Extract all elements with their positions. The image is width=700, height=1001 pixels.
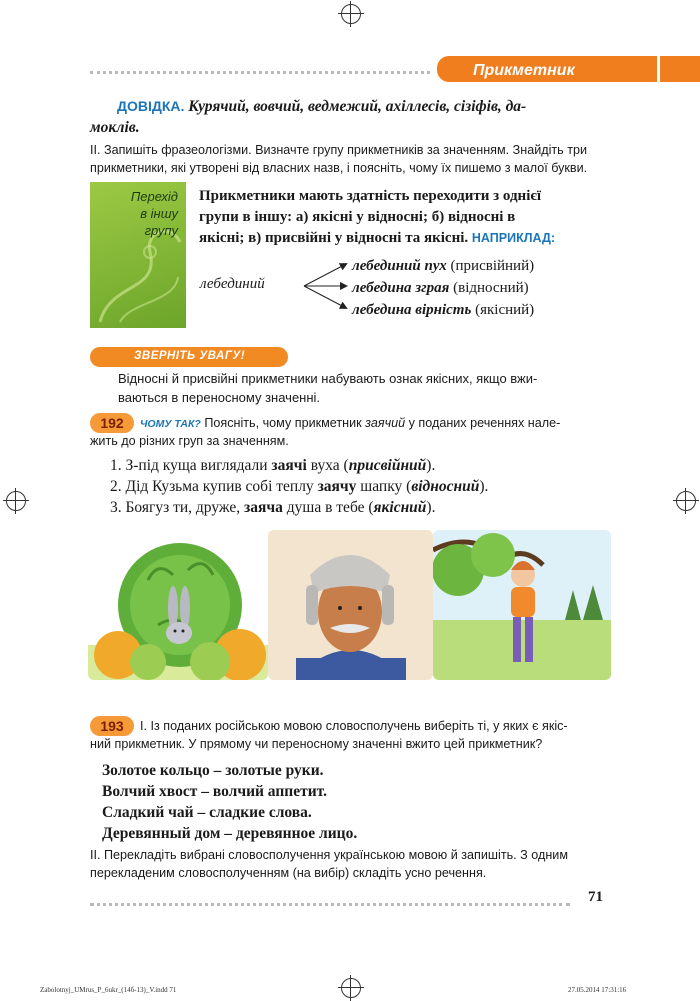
reference-words: Курячий, вовчий, ведмежий, ахіллесів, сізіфів, да- bbox=[188, 98, 527, 115]
sentence-2: 2. Дід Кузьма купив собі теплу заячу шапку (відносний). bbox=[110, 478, 489, 495]
examples-list bbox=[352, 255, 534, 321]
transition-rule bbox=[199, 186, 619, 249]
phrase-2: Волчий хвост – волчий аппетит. bbox=[102, 783, 327, 800]
illustration-hare-bush bbox=[88, 530, 268, 680]
attention-pill bbox=[90, 347, 288, 367]
example-label: НАПРИКЛАД: bbox=[471, 231, 556, 245]
footer-dotted-rule bbox=[90, 903, 570, 906]
attention-text bbox=[118, 369, 638, 407]
attention-label: ЗВЕРНІТЬ УВАГУ! bbox=[134, 350, 246, 362]
exercise-193-part-2 bbox=[90, 846, 650, 882]
exercise-193-phrases bbox=[102, 760, 357, 844]
transition-rule-line-1: Прикметники мають здатність переходити з однієї bbox=[199, 188, 542, 204]
exercise-192-task: ЧОМУ ТАК? Поясніть, чому прикметник заячий у поданих реченнях нале- bbox=[140, 416, 561, 430]
footer-timestamp: 27.05.2014 17:31:16 bbox=[568, 986, 627, 994]
reference-line-2: моклів. bbox=[90, 119, 140, 136]
transition-title-line-2: в іншу bbox=[140, 206, 178, 221]
attention-line-1: Відносні й присвійні прикметники набувають ознак якісних, якщо вжи- bbox=[118, 371, 538, 386]
task-ii-text bbox=[90, 141, 650, 177]
base-word: лебединий bbox=[200, 276, 265, 292]
task-ii-line-1: II. Запишіть фразеологізми. Визначте групу прикметників за значенням. Знайдіть три bbox=[90, 143, 588, 157]
phrase-3: Сладкий чай – сладкие слова. bbox=[102, 804, 312, 821]
attention-line-2: ваються в переносному значенні. bbox=[118, 390, 321, 405]
exercise-192-task-line-2: жить до різних груп за значенням. bbox=[90, 434, 289, 448]
example-3: лебедина вірність (якісний) bbox=[352, 302, 535, 318]
exercise-193-number: 193 bbox=[90, 716, 134, 736]
section-tab bbox=[437, 56, 657, 82]
exercise-192-number: 192 bbox=[90, 413, 134, 433]
example-1: лебединий пух (присвійний) bbox=[352, 258, 535, 274]
transition-title bbox=[131, 188, 178, 239]
illustration-boy-tree bbox=[433, 530, 611, 680]
transition-title-line-1: Перехід bbox=[130, 189, 178, 204]
sentence-1: 1. З-під куща виглядали заячі вуха (присвійний). bbox=[110, 457, 436, 474]
part-2-line-1: II. Перекладіть вибрані словосполучення українською мовою й запишіть. З одним bbox=[90, 848, 568, 862]
part-2-line-2: перекладеним словосполученням (на вибір) складіть усно речення. bbox=[90, 866, 487, 880]
registration-mark-right bbox=[676, 491, 696, 511]
registration-mark-left bbox=[6, 491, 26, 511]
phrase-4: Деревянный дом – деревянное лицо. bbox=[102, 825, 358, 842]
illustration-grandpa-hat bbox=[268, 530, 433, 680]
transition-title-line-3: групу bbox=[144, 223, 178, 238]
header-dotted-rule bbox=[90, 71, 430, 74]
phrase-1: Золотое кольцо – золотые руки. bbox=[102, 762, 324, 779]
transition-rule-line-3: якісні; в) присвійні у відносні та якісні. НАПРИКЛАД: bbox=[199, 230, 556, 246]
reference-label: ДОВІДКА. bbox=[117, 98, 185, 114]
why-tag: ЧОМУ ТАК? bbox=[140, 418, 201, 430]
exercise-192-sentences bbox=[110, 455, 488, 518]
reference-line-1 bbox=[117, 96, 637, 117]
exercise-193-task-line-1: I. Із поданих російською мовою словосполучень виберіть ті, у яких є якіс- bbox=[140, 719, 568, 733]
section-tab-label: Прикметник bbox=[473, 62, 575, 79]
exercise-193-task-line-2: ний прикметник. У прямому чи переносному значенні вжито цей прикметник? bbox=[90, 737, 543, 751]
registration-mark-bottom bbox=[341, 978, 361, 998]
example-2: лебедина зграя (відносний) bbox=[352, 280, 529, 296]
transition-panel bbox=[90, 182, 186, 328]
transition-rule-line-2: групи в іншу: а) якісні у відносні; б) відносні в bbox=[199, 209, 516, 225]
footer-file: Zabolotnyj_UMrus_P_6ukr_(14б-13)_V.indd 71 bbox=[40, 986, 177, 994]
branch-arrows bbox=[300, 258, 352, 318]
page-number: 71 bbox=[588, 889, 603, 905]
section-tab-bleed bbox=[660, 56, 700, 82]
sentence-3: 3. Боягуз ти, друже, заяча душа в тебе (якісний). bbox=[110, 499, 436, 516]
task-ii-line-2: прикметники, які утворені від власних назв, і поясніть, чому їх пишемо з малої букви. bbox=[90, 161, 588, 175]
registration-mark-top bbox=[341, 4, 361, 24]
